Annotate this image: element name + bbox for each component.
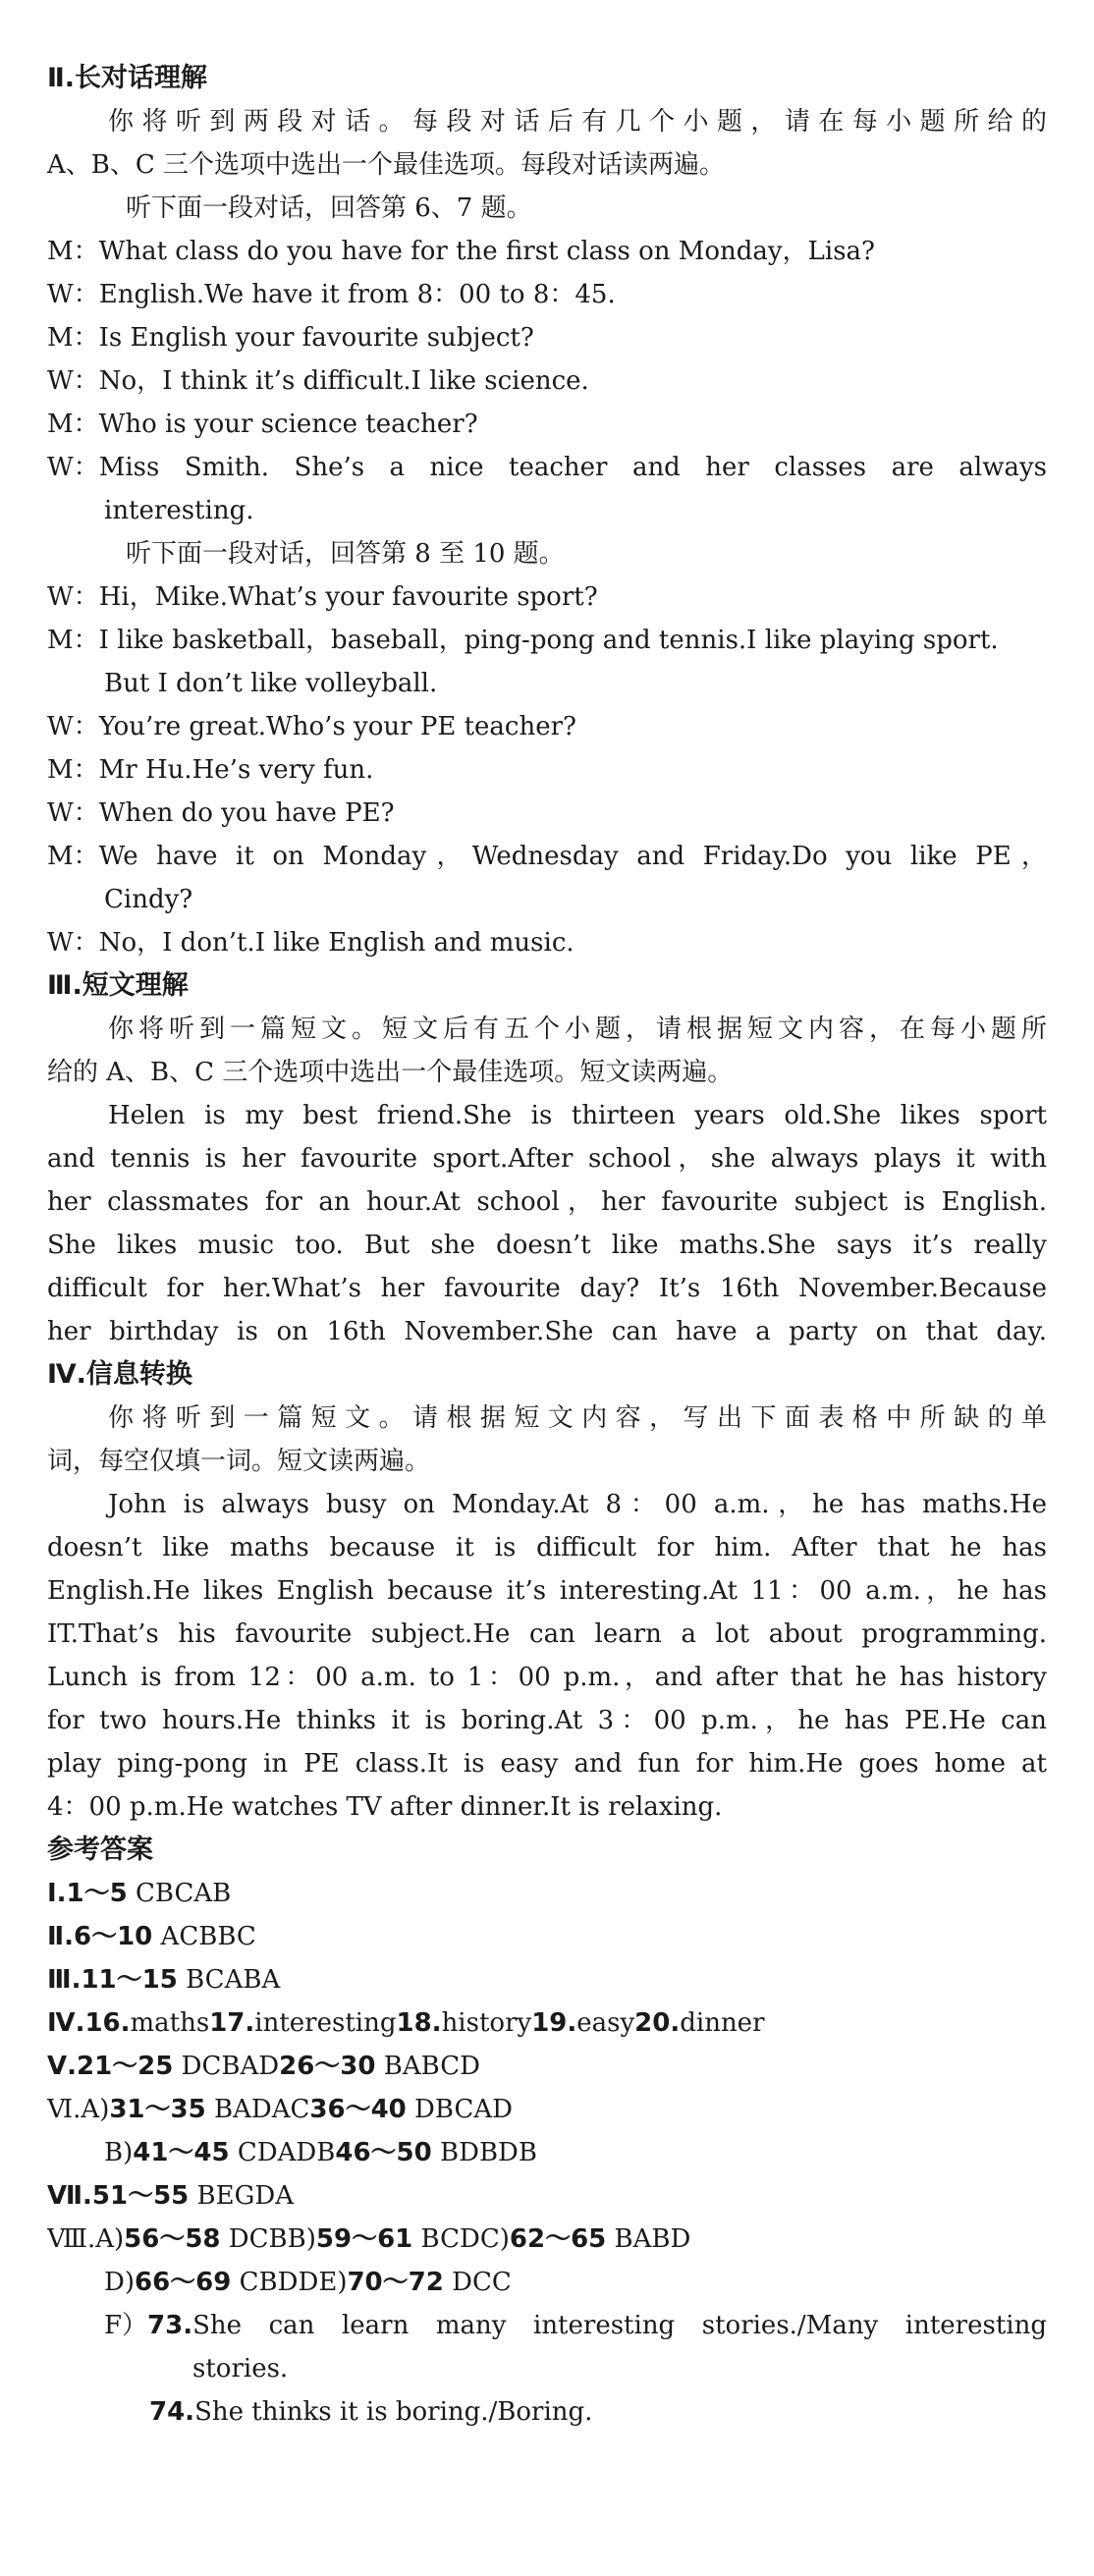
answer-row-2 — [47, 1915, 1047, 1958]
passage-line: her classmates for an hour.At school，her favourite subject is English. — [47, 1187, 1047, 1217]
answer-label: 41～45 — [133, 2138, 230, 2167]
answer-row-74 — [47, 2390, 1047, 2434]
dialog-line — [47, 921, 1047, 964]
dialog-line — [47, 446, 1047, 489]
answer-value: DCBAD — [173, 2052, 280, 2081]
section-3-instruction-1: 你将听到一篇短文。短文后有五个小题，请根据短文内容，在每小题所 — [108, 1014, 1047, 1044]
answer-row-6b — [47, 2131, 1047, 2174]
utterance: English.We have it from 8：00 to 8：45. — [98, 280, 616, 309]
speaker: W： — [47, 366, 99, 396]
answer-value: BABCD — [375, 2052, 480, 2081]
answer-value: ACBBC — [152, 1922, 256, 1951]
utterance: Who is your science teacher? — [98, 410, 478, 439]
answer-number: 16. — [84, 2008, 131, 2038]
speaker: W： — [47, 928, 99, 958]
speaker: M： — [47, 410, 99, 439]
utterance: We have it on Monday，Wednesday and Friday.Do you like PE， — [98, 842, 1047, 871]
speaker: M： — [47, 237, 99, 266]
passage-line: her birthday is on 16th November.She can have a party on that day. — [47, 1317, 1047, 1346]
answer-prefix: Ⅵ.A) — [47, 2095, 110, 2124]
utterance: I like basketball，baseball，ping-pong and tennis.I like playing sport. — [98, 626, 999, 655]
utterance: No，I don’t.I like English and music. — [98, 928, 574, 958]
passage-line: difficult for her.What’s her favourite day? It’s 16th November.Because — [47, 1274, 1047, 1303]
passage-line: She likes music too. But she doesn’t like maths.She says it’s really — [47, 1231, 1047, 1260]
answer-label: Ⅴ.21～25 — [47, 2052, 174, 2081]
utterance: Hi，Mike.What’s your favourite sport? — [98, 582, 598, 612]
speaker: M： — [47, 626, 99, 655]
dialog-line — [47, 792, 1047, 835]
utterance: No，I think it’s difficult.I like science. — [98, 366, 589, 396]
answer-text: She thinks it is boring./Boring. — [194, 2397, 593, 2427]
answer-number: 17. — [209, 2008, 255, 2038]
speaker: W： — [47, 798, 99, 828]
answer-value: DCB — [220, 2224, 288, 2254]
section-3-heading: Ⅲ.短文理解 — [47, 970, 189, 1001]
passage-line: Lunch is from 12：00 a.m. to 1：00 p.m.，and after that he has history — [47, 1663, 1047, 1692]
dialog-line — [47, 748, 1047, 792]
answer-number: 73. — [147, 2311, 193, 2340]
section-2-heading: Ⅱ.长对话理解 — [47, 63, 208, 93]
answer-label: Ⅶ.51～55 — [47, 2181, 190, 2211]
answer-label: 31～35 — [109, 2095, 206, 2124]
answer-value: CBDD — [231, 2268, 319, 2297]
section-4-instruction-1: 你将听到一篇短文。请根据短文内容，写出下面表格中所缺的单 — [108, 1403, 1047, 1433]
answer-text: She can learn many interesting stories./Many interesting — [192, 2311, 1047, 2340]
answer-prefix: C) — [479, 2224, 510, 2254]
answer-value: BDBDB — [431, 2138, 538, 2167]
dialog-2-intro: 听下面一段对话，回答第 8 至 10 题。 — [126, 539, 565, 569]
speaker: W： — [47, 453, 99, 482]
section-2-instruction-1: 你将听到两段对话。每段对话后有几个小题，请在每小题所给的 — [108, 107, 1047, 137]
passage-line: English.He likes English because it’s interesting.At 11：00 a.m.，he has — [47, 1576, 1047, 1606]
answer-prefix: B) — [287, 2224, 316, 2254]
passage-line: for two hours.He thinks it is boring.At 3：00 p.m.，he has PE.He can — [47, 1706, 1047, 1735]
speaker: W： — [47, 712, 99, 741]
utterance: Miss Smith. She’s a nice teacher and her classes are always — [98, 453, 1047, 482]
answer-row-5 — [47, 2045, 1047, 2088]
answer-label: 70～72 — [347, 2268, 444, 2297]
answer-label: 62～65 — [509, 2224, 607, 2254]
answer-prefix: D) — [104, 2268, 135, 2297]
passage-line: play ping-pong in PE class.It is easy and fun for him.He goes home at — [47, 1749, 1047, 1779]
answer-value: BCABA — [177, 1965, 281, 1995]
dialog-1-intro: 听下面一段对话，回答第 6、7 题。 — [126, 193, 532, 223]
speaker: M： — [47, 842, 99, 871]
answer-label: 26～30 — [279, 2052, 376, 2081]
answer-value: BABD — [606, 2224, 691, 2254]
section-4-instruction-2: 词，每空仅填一词。短文读两遍。 — [47, 1447, 431, 1476]
answer-prefix: F） — [104, 2311, 148, 2340]
answer-row-8f — [47, 2304, 1047, 2347]
dialog-line — [47, 316, 1047, 359]
section-3-instruction-2: 给的 A、B、C 三个选项中选出一个最佳选项。短文读两遍。 — [47, 1058, 734, 1087]
answer-word: easy — [576, 2008, 635, 2038]
speaker: W： — [47, 280, 99, 309]
answer-row-4 — [47, 2001, 1047, 2045]
passage-line: and tennis is her favourite sport.After school，she always plays it with — [47, 1144, 1047, 1174]
answer-word: interesting — [254, 2008, 397, 2038]
answer-label: Ⅳ. — [47, 2008, 85, 2038]
answer-label: 56～58 — [124, 2224, 221, 2254]
passage-line: John is always busy on Monday.At 8：00 a.m.，he has maths.He — [108, 1490, 1047, 1519]
answer-value: CBCAB — [127, 1879, 232, 1908]
answer-row-3 — [47, 1958, 1047, 2001]
answer-value: BEGDA — [189, 2181, 295, 2211]
answer-prefix: B) — [104, 2138, 134, 2167]
dialog-line — [47, 575, 1047, 619]
answer-prefix: E) — [318, 2268, 348, 2297]
answer-row-8b — [47, 2261, 1047, 2304]
answer-text-continued: stories. — [192, 2354, 289, 2384]
utterance-continued: Cindy? — [104, 885, 193, 914]
answer-value: DBCAD — [406, 2095, 513, 2124]
answer-word: history — [441, 2008, 532, 2038]
answer-label: Ⅰ.1～5 — [47, 1879, 128, 1908]
dialog-line — [47, 403, 1047, 446]
answer-row-1 — [47, 1872, 1047, 1915]
answer-value: CDADB — [229, 2138, 336, 2167]
dialog-line — [47, 230, 1047, 273]
answer-row-7 — [47, 2174, 1047, 2218]
answer-label: 66～69 — [135, 2268, 232, 2297]
answer-row-8a — [47, 2218, 1047, 2261]
utterance-continued: But I don’t like volleyball. — [104, 669, 438, 698]
utterance: When do you have PE? — [98, 798, 395, 828]
answers-heading: 参考答案 — [47, 1835, 153, 1865]
answer-word: dinner — [680, 2008, 765, 2038]
answer-label: 59～61 — [315, 2224, 413, 2254]
utterance: What class do you have for the first class on Monday，Lisa? — [98, 237, 875, 266]
answer-number: 20. — [634, 2008, 681, 2038]
dialog-line — [47, 705, 1047, 748]
passage-line: IT.That’s his favourite subject.He can learn a lot about programming. — [47, 1619, 1047, 1649]
speaker: M： — [47, 755, 99, 785]
utterance: You’re great.Who’s your PE teacher? — [98, 712, 576, 741]
answer-word: maths — [130, 2008, 210, 2038]
passage-line: Helen is my best friend.She is thirteen years old.She likes sport — [108, 1101, 1047, 1130]
section-2-instruction-2: A、B、C 三个选项中选出一个最佳选项。每段对话读两遍。 — [47, 150, 726, 180]
speaker: M： — [47, 323, 99, 353]
dialog-line — [47, 359, 1047, 403]
answer-label: 36～40 — [309, 2095, 407, 2124]
answer-label: Ⅲ.11～15 — [47, 1965, 178, 1995]
answer-number: 18. — [396, 2008, 442, 2038]
answer-row-6a — [47, 2088, 1047, 2131]
answer-value: DCC — [443, 2268, 512, 2297]
passage-line: doesn’t like maths because it is difficult for him. After that he has — [47, 1533, 1047, 1562]
answer-label: Ⅱ.6～10 — [47, 1922, 153, 1951]
utterance-continued: interesting. — [104, 496, 254, 525]
passage-line: 4：00 p.m.He watches TV after dinner.It is relaxing. — [47, 1792, 723, 1822]
answer-label: 46～50 — [335, 2138, 432, 2167]
utterance: Is English your favourite subject? — [98, 323, 534, 353]
answer-number: 19. — [531, 2008, 577, 2038]
dialog-line — [47, 619, 1047, 662]
answer-value: BCD — [412, 2224, 480, 2254]
dialog-line — [47, 835, 1047, 878]
answer-prefix: Ⅷ.A) — [47, 2224, 125, 2254]
answer-value: BADAC — [205, 2095, 310, 2124]
speaker: W： — [47, 582, 99, 612]
dialog-line — [47, 273, 1047, 316]
utterance: Mr Hu.He’s very fun. — [98, 755, 374, 785]
answer-number: 74. — [149, 2397, 195, 2427]
section-4-heading: Ⅳ.信息转换 — [47, 1359, 192, 1390]
